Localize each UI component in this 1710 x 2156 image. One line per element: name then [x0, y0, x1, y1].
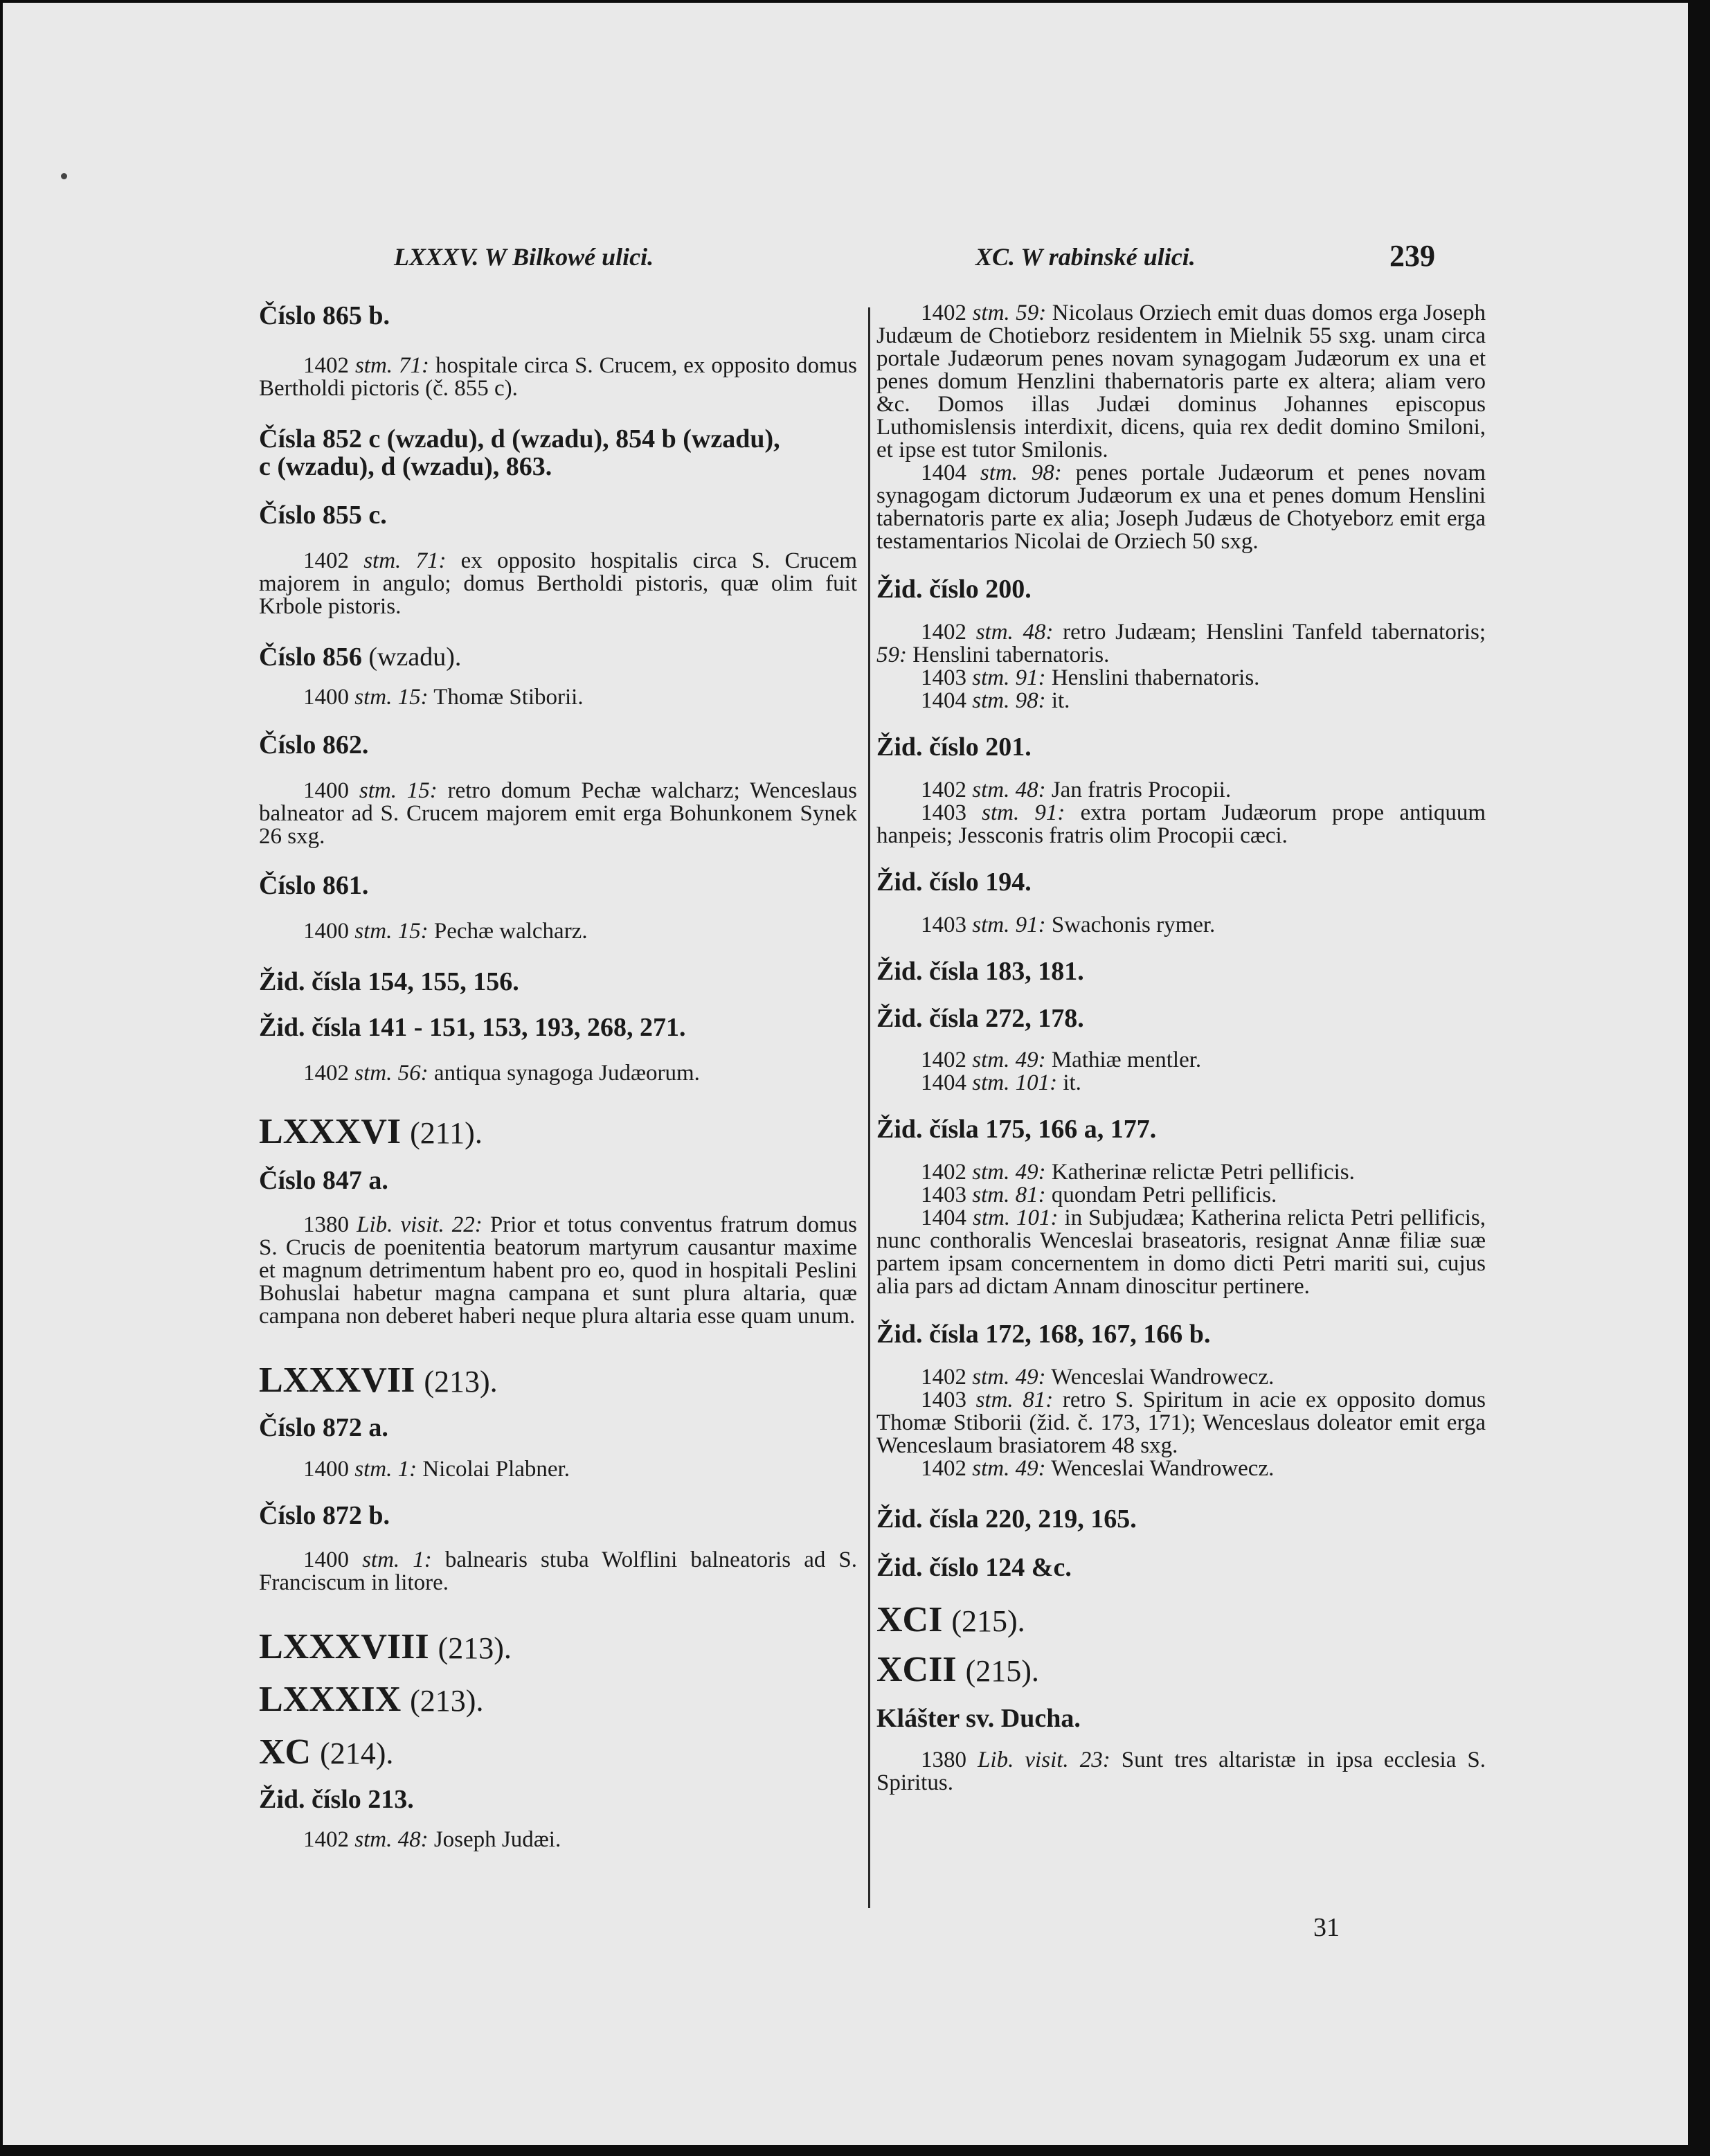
section-heading: Žid. čísla 183, 181. [876, 957, 1084, 986]
entry: 1402 stm. 49: Wenceslai Wandrowecz. [921, 1456, 1275, 1481]
book-page [3, 3, 1688, 2145]
section-heading: Číslo 855 c. [259, 501, 387, 530]
section-heading: Číslo 865 b. [259, 301, 390, 330]
entry: 1402 stm. 49: Katherinæ relictæ Petri pellificis. [921, 1160, 1355, 1185]
chapter-heading: LXXXVI (211). [259, 1112, 483, 1151]
left-column [259, 302, 857, 1851]
entry: 1402 stm. 56: antiqua synagoga Judæorum. [303, 1061, 700, 1086]
section-heading: c (wzadu), d (wzadu), 863. [259, 452, 552, 481]
section-heading: Žid. číslo 201. [876, 733, 1032, 762]
section-heading: Žid. čísla 154, 155, 156. [259, 967, 519, 996]
section-heading: Žid. číslo 200. [876, 575, 1032, 604]
entry: 1402 stm. 71: hospitale circa S. Crucem, ex opposito domus Bertholdi pictoris (č. 855 c). [259, 353, 857, 401]
entry: 1380 Lib. visit. 23: Sunt tres altaristæ in ipsa ecclesia S. Spiritus. [876, 1748, 1486, 1795]
entry: 1402 stm. 48: Jan fratris Procopii. [921, 778, 1232, 802]
section-heading: Číslo 861. [259, 871, 369, 900]
section-heading: Žid. čísla 175, 166 a, 177. [876, 1115, 1157, 1144]
entry: 1404 stm. 98: it. [921, 688, 1070, 713]
entry: 1403 stm. 91: Henslini thabernatoris. [921, 665, 1260, 690]
chapter-heading: XCII (215). [876, 1650, 1039, 1689]
chapter-heading: LXXXVIII (213). [259, 1627, 512, 1667]
chapter-heading: XC (214). [259, 1732, 394, 1772]
running-head-center: XC. W rabinské ulici. [975, 243, 1196, 271]
section-heading: Číslo 862. [259, 730, 369, 760]
section-heading: Číslo 872 a. [259, 1413, 388, 1442]
page-number: 239 [1389, 239, 1435, 273]
section-heading: Žid. čísla 272, 178. [876, 1004, 1084, 1033]
chapter-heading: LXXXVII (213). [259, 1360, 498, 1400]
entry: 1403 stm. 81: retro S. Spiritum in acie ex opposito domus Thomæ Stiborii (žid. č. 173, 171); Wenceslaus doleator emit erga Wenceslaum brasiatorem 48 sxg. [876, 1387, 1486, 1458]
print-speck [61, 173, 67, 179]
entry: 1402 stm. 59: Nicolaus Orziech emit duas domos erga Joseph Judæum de Chotieborz residentem in Mielnik 55 sxg. unam circa portale Judæorum penes novam synagogam Judæorum ex una et penes domum Henzlini thabernatoris parte ex altera; aliam vero &c. Domos illas Judæi dominus Johannes episcopus Luthomislensis interdixit, dicens, quia rex dedit domino Smiloni, et ipse est tutor Smilonis. [876, 300, 1486, 462]
entry: 1404 stm. 101: it. [921, 1070, 1081, 1095]
section-heading: Číslo 856 (wzadu). [259, 643, 462, 672]
entry: 1402 stm. 71: ex opposito hospitalis circa S. Crucem majorem in angulo; domus Bertholdi pistoris, quæ olim fuit Krbole pistoris. [259, 548, 858, 619]
entry: 1380 Lib. visit. 22: Prior et totus conventus fratrum domus S. Crucis de poenitentia beatorum martyrum causantur maxime et magnum detrimentum habent pro eo, quod in hospitali Peslini Bohuslai habetur magna campana et sunt plura altaria, quæ campana non deberet haberi neque plura altaria esse quam unum. [259, 1212, 858, 1329]
section-heading: Číslo 847 a. [259, 1166, 388, 1195]
entry: 1400 stm. 15: Thomæ Stiborii. [303, 685, 584, 710]
right-column [876, 302, 1486, 1795]
entry: 1404 stm. 101: in Subjudæa; Katherina relicta Petri pellificis, nunc conthoralis Wenceslai braseatoris, resignat Annæ filiæ suæ partem ipsam concernentem in domo dicti Petri mariti sui, cujus alia pars ad dictam Annam dinoscitur pertinere. [876, 1205, 1486, 1299]
column-rule [868, 307, 870, 1908]
entry: 1402 stm. 49: Wenceslai Wandrowecz. [921, 1365, 1275, 1390]
chapter-heading: LXXXIX (213). [259, 1680, 484, 1719]
section-heading: Čísla 852 c (wzadu), d (wzadu), 854 b (wzadu), [259, 424, 780, 453]
entry: 1400 stm. 15: retro domum Pechæ walcharz; Wenceslaus balneator ad S. Crucem majorem emit erga Bohunkonem Synek 26 sxg. [259, 778, 857, 849]
section-heading: Žid. číslo 124 &c. [876, 1553, 1072, 1582]
entry: 1402 stm. 48: retro Judæam; Henslini Tanfeld tabernatoris; 59: Henslini tabernatoris. [876, 620, 1486, 667]
section-heading: Žid. čísla 141 - 151, 153, 193, 268, 271. [259, 1013, 686, 1042]
entry: 1403 stm. 81: quondam Petri pellificis. [921, 1183, 1277, 1207]
signature-mark: 31 [1313, 1913, 1340, 1942]
section-heading: Klášter sv. Ducha. [876, 1704, 1081, 1733]
entry: 1402 stm. 49: Mathiæ mentler. [921, 1048, 1202, 1072]
section-heading: Žid. čísla 172, 168, 167, 166 b. [876, 1320, 1211, 1349]
entry: 1400 stm. 1: balnearis stuba Wolflini balneatoris ad S. Franciscum in litore. [259, 1547, 858, 1595]
entry: 1400 stm. 15: Pechæ walcharz. [303, 919, 588, 944]
chapter-heading: XCI (215). [876, 1600, 1025, 1640]
entry: 1403 stm. 91: extra portam Judæorum prope antiquum hanpeis; Jessconis fratris olim Procopii cæci. [876, 800, 1486, 848]
entry: 1403 stm. 91: Swachonis rymer. [921, 913, 1216, 937]
section-heading: Číslo 872 b. [259, 1501, 390, 1530]
section-heading: Žid. čísla 220, 219, 165. [876, 1504, 1137, 1534]
section-heading: Žid. číslo 213. [259, 1785, 414, 1814]
section-heading: Žid. číslo 194. [876, 868, 1032, 897]
entry: 1404 stm. 98: penes portale Judæorum et penes novam synagogam dictorum Judæorum ex una et penes domum Henslini tabernatoris parte ex alia; Joseph Judæus de Chotyeborz emit erga testamentarios Nicolai de Orziech 50 sxg. [876, 460, 1486, 554]
entry: 1400 stm. 1: Nicolai Plabner. [303, 1457, 570, 1482]
entry: 1402 stm. 48: Joseph Judæi. [303, 1827, 561, 1852]
running-head-left: LXXXV. W Bilkowé ulici. [394, 243, 654, 271]
